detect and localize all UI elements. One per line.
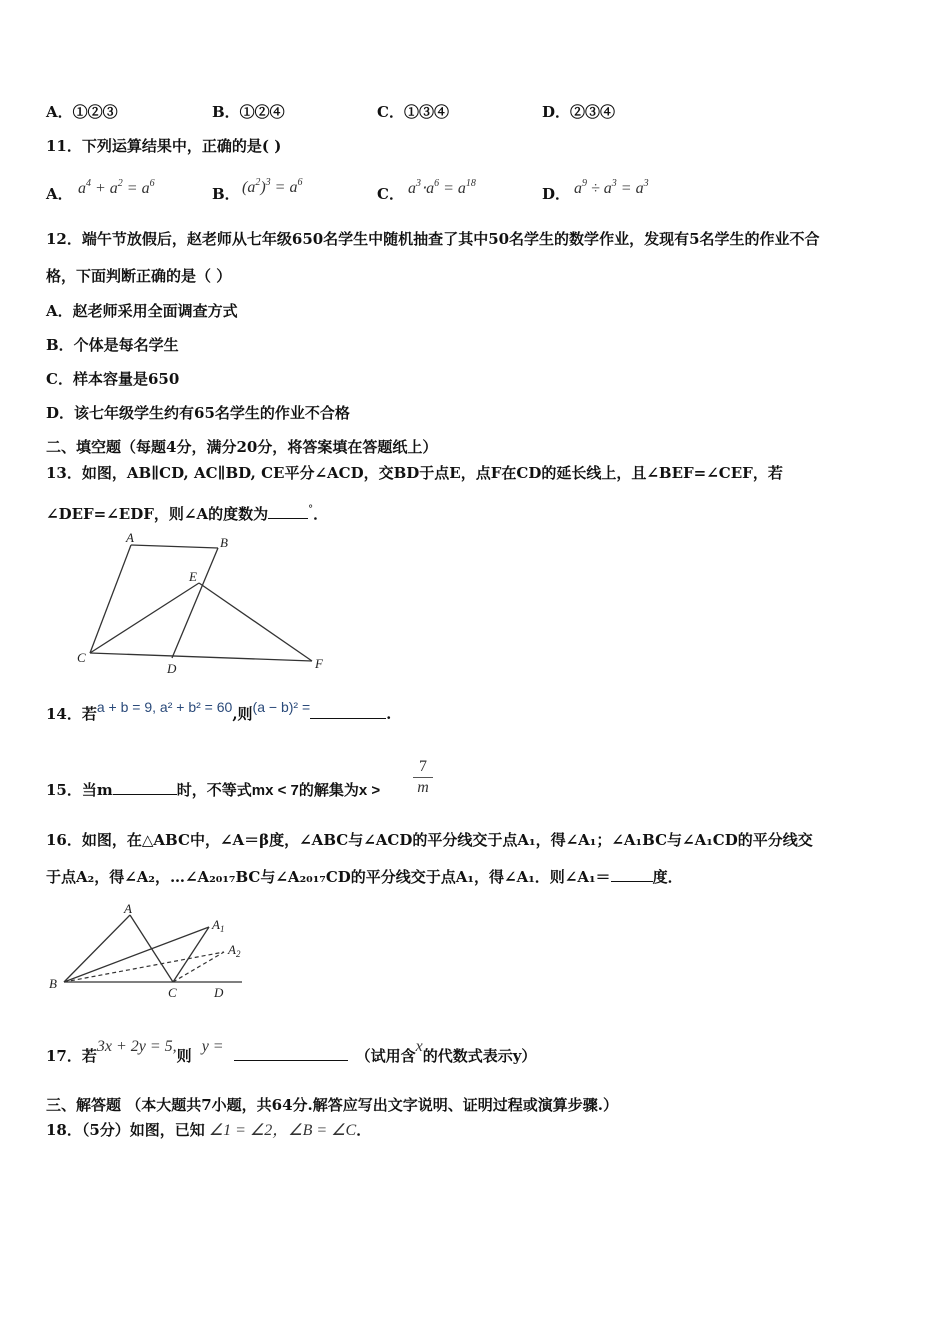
q14-expression: (a − b)² = — [252, 699, 311, 715]
q14-condition: a + b = 9, a² + b² = 60 — [96, 699, 233, 715]
q15-answer-blank[interactable] — [113, 780, 177, 795]
q15-stem: 15．当m 时，不等式mx < 7的解集为x > — [46, 781, 381, 799]
section-3-heading: 三、解答题 （本大题共7小题，共64分.解答应写出文字说明、证明过程或演算步骤.） — [46, 1096, 618, 1114]
q11-option-b-label: B． — [212, 185, 240, 203]
q11-option-c-formula: $a^3\cdot a^6 = a^{18}$ — [408, 178, 476, 197]
q16-figure — [46, 900, 256, 1004]
q13-label-d: D — [167, 661, 177, 676]
q13-answer-blank[interactable] — [268, 504, 308, 519]
q15-fraction — [413, 758, 433, 797]
q16-label-c: C — [168, 985, 177, 1000]
q12-stem-line2: 格，下面判断正确的是（ ） — [46, 267, 232, 285]
q11-option-a-formula: $a^4 + a^2 = a^6$ — [78, 178, 155, 197]
q17-equation: 3x + 2y = 5, — [96, 1038, 177, 1055]
q11-option-c-label: C． — [377, 185, 404, 203]
q16-label-a: A — [124, 901, 132, 916]
q11-option-a-label: A． — [46, 185, 73, 203]
q15-fraction-denominator: m — [417, 779, 429, 796]
q16-stem-line2: 于点A₂，得∠A₂，…∠A₂₀₁₇BC与∠A₂₀₁₇CD的平分线交于点A₁，得∠A₁．则∠A₁＝ 度． — [46, 868, 683, 886]
q10-option-a: A．①②③ — [46, 103, 118, 121]
q11-option-d-label: D． — [542, 185, 571, 203]
q11-option-b-formula: $(a^2)^3 = a^6$ — [242, 177, 303, 196]
q13-stem-line1: 13．如图，AB∥CD, AC∥BD, CE平分∠ACD，交BD于点E，点F在CD的延长线上，且∠BEF=∠CEF，若 — [46, 464, 783, 482]
q12-option-b: B．个体是每名学生 — [46, 336, 179, 354]
q17-y: y = — [201, 1038, 224, 1055]
q13-label-c: C — [77, 650, 86, 665]
q12-option-c: C．样本容量是650 — [46, 370, 180, 388]
q10-option-d: D．②③④ — [542, 103, 616, 121]
q13-label-e: E — [189, 569, 197, 584]
q17-stem: 17．若3x + 2y = 5,则y =（试用含x的代数式表示y） — [46, 1038, 537, 1065]
q16-label-d: D — [214, 985, 224, 1000]
q16-label-a2: $A_2$ — [228, 942, 241, 959]
q16-answer-blank[interactable] — [611, 867, 653, 882]
q16-label-b: B — [49, 976, 57, 991]
q13-figure — [72, 530, 342, 678]
q12-stem-line1: 12．端午节放假后，赵老师从七年级650名学生中随机抽查了其中50名学生的数学作业，发现有5名学生的作业不合 — [46, 230, 820, 248]
q13-label-f: F — [315, 656, 323, 671]
q16-stem-line1: 16．如图，在△ABC中，∠A＝β度，∠ABC与∠ACD的平分线交于点A₁，得∠A₁；∠A₁BC与∠A₁CD的平分线交 — [46, 831, 813, 849]
q18-stem: 18．（5分）如图，已知 ∠1 = ∠2，∠B = ∠C． — [46, 1121, 372, 1139]
q16-label-a1: $A_1$ — [212, 917, 225, 934]
q12-option-a: A．赵老师采用全面调查方式 — [46, 302, 238, 320]
q14-stem: 14．若a + b = 9, a² + b² = 60,则(a − b)² = . — [46, 699, 392, 723]
q11-stem: 11．下列运算结果中，正确的是( ) — [46, 137, 282, 155]
q13-label-b: B — [220, 535, 228, 550]
q13-stem-line2: ∠DEF=∠EDF，则∠A的度数为 °． — [46, 504, 329, 523]
q18-condition: ∠1 = ∠2，∠B = ∠C — [208, 1122, 357, 1139]
q13-label-a: A — [126, 530, 134, 545]
q17-answer-blank[interactable] — [234, 1046, 348, 1061]
section-2-heading: 二、填空题（每题4分，满分20分，将答案填在答题纸上） — [46, 438, 438, 456]
q12-option-d: D．该七年级学生约有65名学生的作业不合格 — [46, 404, 350, 422]
q11-option-d-formula: $a^9 \div a^3 = a^3$ — [574, 178, 649, 197]
q14-answer-blank[interactable] — [310, 704, 386, 719]
q15-fraction-bar — [413, 777, 433, 778]
q10-option-b: B．①②④ — [212, 103, 285, 121]
q15-fraction-numerator: 7 — [419, 758, 427, 775]
q10-option-c: C．①③④ — [377, 103, 449, 121]
